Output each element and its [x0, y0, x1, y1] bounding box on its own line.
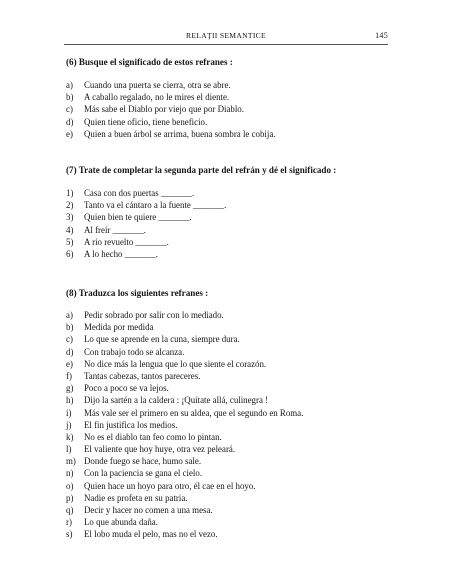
item-label: 3)	[66, 212, 74, 223]
item-label: e)	[66, 358, 73, 369]
list-item	[66, 431, 396, 443]
item-text: El valiente que hoy huye, otra vez peleará.	[84, 444, 236, 455]
item-text: Con la paciencia se gana el cielo.	[84, 468, 203, 479]
item-text: El lobo muda el pelo, mas no el vezo.	[84, 529, 218, 540]
list-item	[66, 504, 396, 516]
list-item	[66, 358, 396, 370]
item-label: s)	[66, 529, 73, 540]
item-label: l)	[66, 444, 72, 455]
item-label: d)	[66, 346, 74, 357]
item-label: e)	[66, 128, 73, 139]
exercise-7	[66, 164, 396, 260]
list-item	[66, 79, 396, 91]
item-label: k)	[66, 431, 74, 442]
item-text: Quien tiene oficio, tiene beneficio.	[84, 116, 208, 127]
item-label: h)	[66, 395, 74, 406]
item-label: c)	[66, 104, 73, 115]
item-label: 1)	[66, 188, 74, 198]
item-label: p)	[66, 492, 74, 503]
item-label: 2)	[66, 200, 74, 211]
list-item	[66, 116, 396, 128]
list-item	[66, 91, 396, 103]
list-item	[66, 211, 396, 223]
list-item	[66, 103, 396, 115]
list-item	[66, 492, 396, 504]
exercise-6	[66, 56, 396, 140]
item-label: r)	[66, 517, 72, 528]
list-item	[66, 128, 396, 140]
item-label: b)	[66, 92, 74, 103]
item-text: Quien hace un hoyo para otro, él cae en el hoyo.	[84, 480, 256, 491]
list-item	[66, 199, 396, 211]
item-text: Más sabe el Diablo por viejo que por Diablo.	[84, 104, 244, 115]
item-text: Decir y hacer no comen a una mesa.	[84, 505, 213, 515]
item-text: Más vale ser el primero en su aldea, que el segundo en Roma.	[84, 407, 304, 418]
list-item	[66, 321, 396, 333]
item-label: c)	[66, 334, 73, 345]
list-item	[66, 455, 396, 467]
list-item	[66, 394, 396, 406]
exercise-heading: (7) Trate de completar la segunda parte del refrán y dé el significado :	[66, 165, 337, 175]
item-text: Quien a buen árbol se arrima, buena sombra le cobija.	[84, 128, 276, 139]
item-label: 6)	[66, 248, 74, 259]
item-label: a)	[66, 80, 73, 90]
list-item	[66, 333, 396, 345]
exercise-heading: (8) Traduzca los siguientes refranes :	[66, 288, 209, 298]
item-label: i)	[66, 407, 72, 418]
item-text: A lo hecho _______.	[84, 248, 158, 259]
list-item	[66, 528, 396, 540]
item-text: Al freír _______.	[84, 224, 146, 235]
item-text: No dice más la lengua que lo que siente el corazón.	[84, 358, 267, 369]
item-label: n)	[66, 468, 74, 479]
item-text: Donde fuego se hace, humo sale.	[84, 456, 202, 467]
item-label: b)	[66, 322, 74, 333]
item-text: Lo que abunda daña.	[84, 517, 158, 528]
item-text: Tantas cabezas, tantos pareceres.	[84, 370, 201, 381]
item-text: Pedir sobrado por salir con lo mediado.	[84, 310, 224, 320]
list-item	[66, 382, 396, 394]
list-item	[66, 443, 396, 455]
list-item	[66, 419, 396, 431]
list-item	[66, 236, 396, 248]
item-label: 4)	[66, 224, 74, 235]
list-item	[66, 480, 396, 492]
list-item	[66, 187, 396, 199]
item-label: g)	[66, 383, 74, 394]
item-text: Dijo la sartén a la caldera : ¡Quítate allá, culinegra !	[84, 395, 269, 406]
list-item	[66, 467, 396, 479]
item-text: No es el diablo tan feo como lo pintan.	[84, 431, 222, 442]
exercise-list	[66, 79, 396, 140]
list-item	[66, 516, 396, 528]
exercise-list	[66, 187, 396, 260]
item-text: Tanto va el cántaro a la fuente _______.	[84, 200, 227, 211]
item-label: f)	[66, 370, 72, 381]
item-label: a)	[66, 310, 73, 320]
item-text: A caballo regalado, no le mires el diente.	[84, 92, 230, 103]
item-text: A río revuelto _______.	[84, 236, 169, 247]
list-item	[66, 370, 396, 382]
item-label: 5)	[66, 236, 74, 247]
item-text: Nadie es profeta en su patria.	[84, 492, 188, 503]
item-text: Lo que se aprende en la cuna, siempre dura.	[84, 334, 240, 345]
item-text: Poco a poco se va lejos.	[84, 383, 169, 394]
item-text: Quien bien te quiere _______.	[84, 212, 192, 223]
item-label: j)	[66, 419, 72, 430]
running-header	[64, 30, 388, 45]
item-text: Casa con dos puertas _______.	[84, 188, 195, 198]
item-text: Medida por medida	[84, 322, 154, 333]
exercise-heading: (6) Busque el significado de estos refranes :	[66, 57, 233, 67]
item-label: m)	[66, 456, 76, 467]
list-item	[66, 407, 396, 419]
list-item	[66, 224, 396, 236]
list-item	[66, 309, 396, 321]
item-label: d)	[66, 116, 74, 127]
item-text: Cuando una puerta se cierra, otra se abre.	[84, 80, 231, 90]
exercise-8	[66, 287, 396, 541]
item-label: q)	[66, 505, 74, 515]
list-item	[66, 248, 396, 260]
running-title: RELAŢII SEMANTICE	[186, 31, 266, 40]
page-number: 145	[375, 31, 388, 40]
list-item	[66, 346, 396, 358]
exercise-list	[66, 309, 396, 541]
item-text: El fin justifica los medios.	[84, 419, 178, 430]
item-text: Con trabajo todo se alcanza.	[84, 346, 185, 357]
item-label: o)	[66, 480, 74, 491]
